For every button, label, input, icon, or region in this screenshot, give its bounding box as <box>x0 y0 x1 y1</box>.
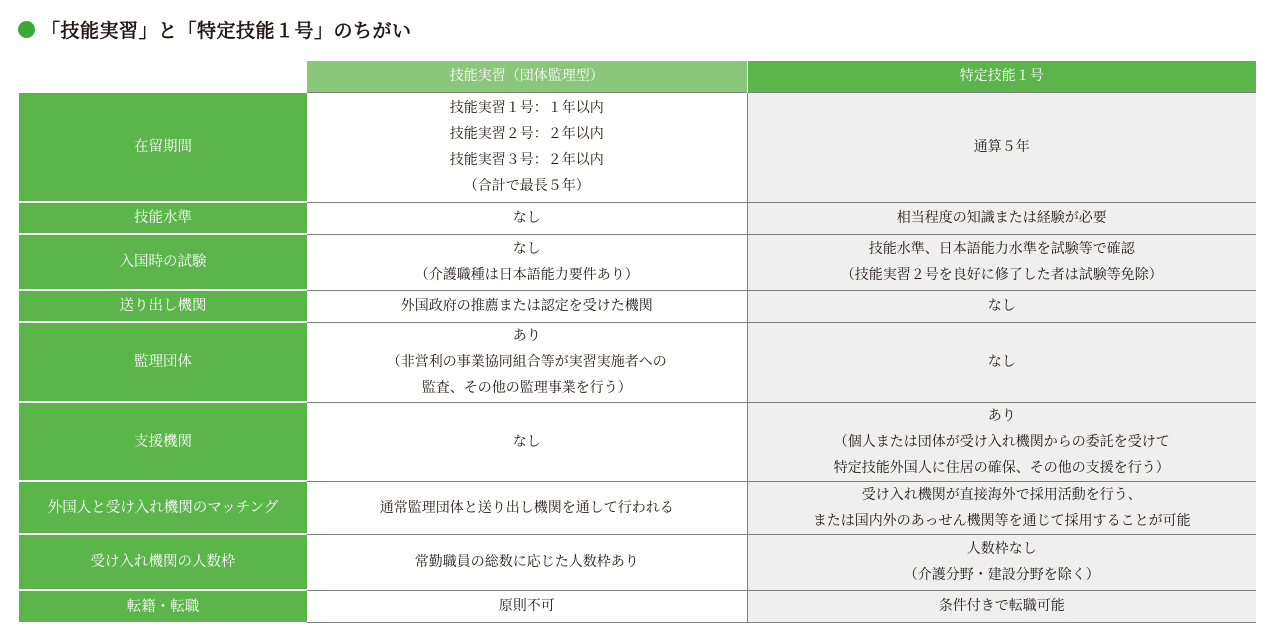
cell-specified-skilled <box>747 202 1256 234</box>
cell-line: なし <box>987 354 1016 370</box>
row-label: 監理団体 <box>19 322 307 402</box>
cell-technical-intern <box>307 590 747 622</box>
table-row <box>19 481 1256 534</box>
header-corner <box>19 61 307 92</box>
cell-line: （介護職種は日本語能力要件あり） <box>414 267 639 283</box>
cell-line: （介護分野・建設分野を除く） <box>903 567 1100 583</box>
cell-specified-skilled <box>747 481 1256 534</box>
cell-line: 特定技能外国人に住居の確保、その他の支援を行う） <box>833 459 1170 476</box>
header-technical-intern: 技能実習（団体監理型） <box>307 61 747 92</box>
cell-line: または国内外のあっせん機関等を通じて採用することが可能 <box>812 512 1191 529</box>
cell-line: （非営利の事業協同組合等が実習実施者への <box>386 354 667 370</box>
cell-line: なし <box>512 433 541 450</box>
cell-line: 相当程度の知識または経験が必要 <box>896 210 1107 226</box>
row-label: 送り出し機関 <box>19 290 307 322</box>
row-label: 在留期間 <box>19 92 307 202</box>
cell-line: あり <box>987 407 1016 424</box>
cell-line: 原則不可 <box>498 598 555 614</box>
row-label: 外国人と受け入れ機関のマッチング <box>19 481 307 534</box>
cell-specified-skilled <box>747 92 1256 202</box>
cell-line: 通常監理団体と送り出し機関を通して行われる <box>379 499 674 516</box>
table-row <box>19 202 1256 234</box>
cell-line: 技能実習１号：１年以内 <box>449 100 604 116</box>
cell-technical-intern <box>307 234 747 290</box>
table-row <box>19 290 1256 322</box>
cell-specified-skilled <box>747 234 1256 290</box>
cell-line: 技能実習３号：２年以内 <box>449 152 604 168</box>
row-label: 支援機関 <box>19 402 307 481</box>
cell-line: なし <box>512 210 541 226</box>
table-body <box>19 92 1256 622</box>
table-row <box>19 234 1256 290</box>
cell-technical-intern <box>307 92 747 202</box>
cell-specified-skilled <box>747 402 1256 481</box>
cell-line: 受け入れ機関が直接海外で採用活動を行う、 <box>861 486 1142 503</box>
table-row <box>19 92 1256 202</box>
header-specified-skilled: 特定技能１号 <box>747 61 1256 92</box>
row-label: 入国時の試験 <box>19 234 307 290</box>
table-row <box>19 590 1256 622</box>
cell-line: あり <box>512 328 541 344</box>
cell-line: 監査、その他の監理事業を行う） <box>421 380 632 396</box>
cell-line: （技能実習２号を良好に修了した者は試験等免除） <box>840 267 1163 283</box>
cell-technical-intern <box>307 481 747 534</box>
cell-line: （個人または団体が受け入れ機関からの委託を受けて <box>833 433 1170 450</box>
cell-specified-skilled <box>747 290 1256 322</box>
cell-technical-intern <box>307 402 747 481</box>
comparison-table <box>19 61 1256 623</box>
title-text: 「技能実習」と「特定技能１号」のちがい <box>41 20 412 42</box>
table-row <box>19 402 1256 481</box>
row-label: 受け入れ機関の人数枠 <box>19 534 307 590</box>
cell-line: なし <box>987 298 1016 314</box>
page-title <box>18 16 412 43</box>
table-row <box>19 534 1256 590</box>
cell-line: 通算５年 <box>973 139 1030 155</box>
table-row <box>19 322 1256 402</box>
cell-specified-skilled <box>747 322 1256 402</box>
row-label: 技能水準 <box>19 202 307 234</box>
cell-specified-skilled <box>747 590 1256 622</box>
cell-technical-intern <box>307 290 747 322</box>
cell-technical-intern <box>307 202 747 234</box>
cell-line: 技能実習２号：２年以内 <box>449 126 604 142</box>
cell-line: 人数枠なし <box>966 541 1037 557</box>
cell-technical-intern <box>307 534 747 590</box>
header-row <box>19 61 1256 92</box>
cell-line: 外国政府の推薦または認定を受けた機関 <box>400 298 653 314</box>
row-label: 転籍・転職 <box>19 590 307 622</box>
cell-line: 技能水準、日本語能力水準を試験等で確認 <box>868 241 1135 257</box>
cell-line: 条件付きで転職可能 <box>938 598 1065 614</box>
cell-specified-skilled <box>747 534 1256 590</box>
bullet-dot-icon <box>18 21 35 38</box>
cell-line: （合計で最長５年） <box>463 178 590 194</box>
cell-technical-intern <box>307 322 747 402</box>
cell-line: 常勤職員の総数に応じた人数枠あり <box>414 554 639 570</box>
cell-line: なし <box>512 241 541 257</box>
